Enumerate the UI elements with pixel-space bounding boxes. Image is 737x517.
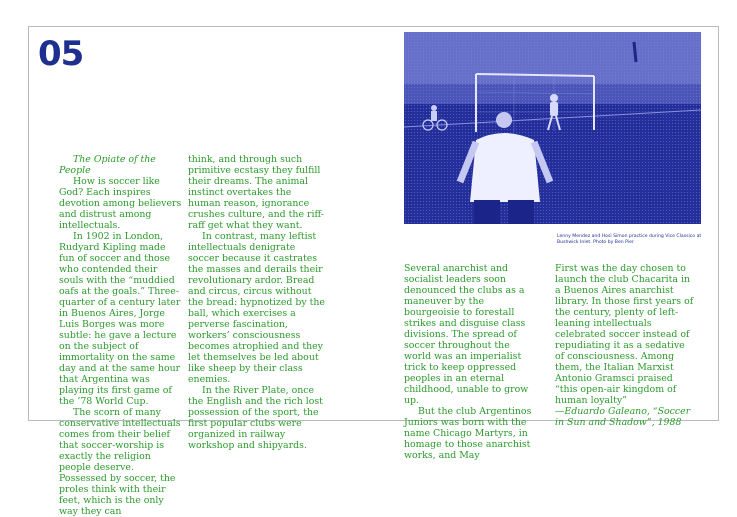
photo-caption: Lenny Mendez and Hosi Simon practice during Vice Classico at Bushwick Inlet. Photo by Ben Pier [557,234,702,245]
page-number: 05 [38,34,84,74]
paragraph: In contrast, many leftist intellectuals denigrate soccer because it castrates the masses and derails their revolutionary ardor. Bread and circus, circus without the bread: hypnotized by the ball, which exercises a perverse fascination, workers’ consciousness becomes atrophied and they let themselves be led about like sheep by their class enemies. [188,231,325,385]
paragraph: Several anarchist and socialist leaders soon denounced the clubs as a maneuver by the bourgeoisie to forestall strikes and disguise class divisions. The spread of soccer throughout the world was an imperialist trick to keep oppressed peoples in an eternal childhood, unable to grow up. [404,263,529,406]
paragraph: In 1902 in London, Rudyard Kipling made fun of soccer and those who contended their souls with the “muddied oafs at the goals.” Three-quarter of a century later in Buenos Aires, Jorge Luis Borges was more subtle: he gave a lecture on the subject of immortality on the same day and at the same hour that Argentina was playing its first game of the ’78 World Cup. [59,231,181,407]
text-column-1 [59,154,183,517]
paragraph: How is soccer like God? Each inspires devotion among believers and distrust among intellectuals. [59,176,182,231]
text-column-3 [404,263,532,461]
text-column-4 [555,263,695,428]
paragraph: First was the day chosen to launch the club Chacarita in a Buenos Aires anarchist library. In those first years of the century, plenty of left-leaning intellectuals celebrated soccer instead of repudiating it as a sedative of consciousness. Among them, the Italian Marxist Antonio Gramsci praised “this open-air kingdom of human loyalty” [555,263,694,406]
paragraph: think, and through such primitive ecstasy they fulfill their dreams. The animal instinct overtakes the human reason, ignorance crushes culture, and the riff-raff get what they want. [188,154,324,231]
soccer-photo-illustration [404,32,701,224]
text-column-2 [188,154,325,451]
paragraph: But the club Argentinos Juniors was born with the name Chicago Martyrs, in homage to those anarchist works, and May [404,406,532,461]
section-subheading: The Opiate of the People [59,154,156,176]
soccer-photo [404,32,701,224]
quote-attribution: —Eduardo Galeano, “Soccer in Sun and Shadow”, 1988 [555,406,691,428]
paragraph: In the River Plate, once the English and the rich lost possession of the sport, the first popular clubs were organized in railway workshop and shipyards. [188,385,323,451]
paragraph: The scorn of many conservative intellectuals comes from their belief that soccer-worship is exactly the religion people deserve. Possessed by soccer, the proles think with their feet, which is the only way they can [59,407,181,517]
